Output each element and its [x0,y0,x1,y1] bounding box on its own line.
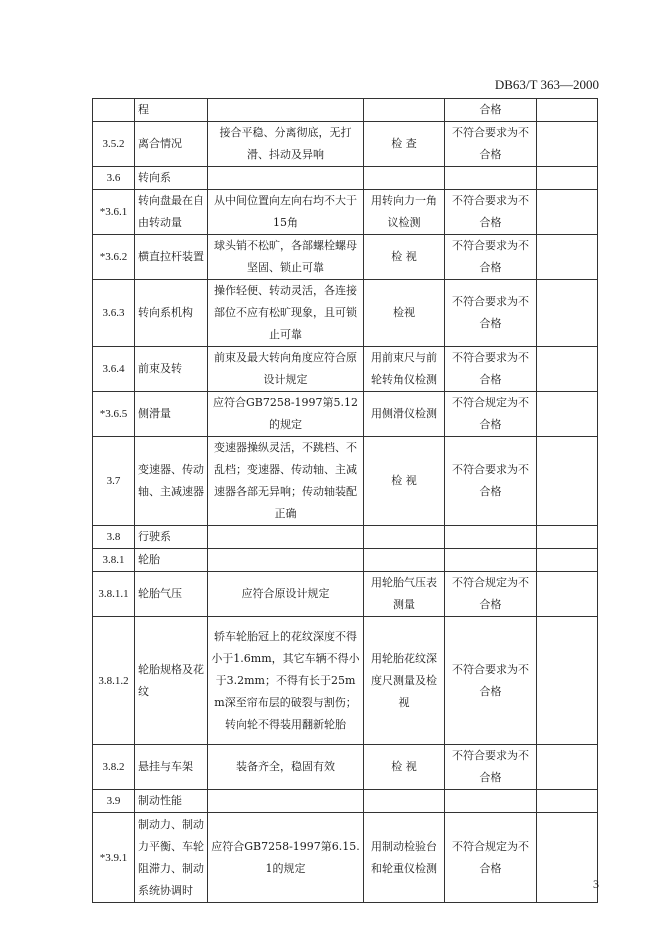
row-requirement: 应符合原设计规定 [208,572,364,617]
inspection-table [92,98,598,903]
row-number: 3.8.1.2 [93,617,135,745]
row-result: 不符合要求为不合格 [445,437,537,526]
row-number: 3.6 [93,167,135,190]
row-item: 转向系机构 [135,280,208,347]
row-item: 转向盘最在自由转动量 [135,190,208,235]
row-requirement [208,549,364,572]
table-row [93,347,598,392]
row-number: *3.6.2 [93,235,135,280]
row-number: 3.8 [93,526,135,549]
row-remark [537,392,598,437]
row-item: 转向系 [135,167,208,190]
row-item: 行驶系 [135,526,208,549]
row-number: 3.6.3 [93,280,135,347]
row-item: 变速器、传动轴、主减速器 [135,437,208,526]
table-row [93,99,598,122]
row-requirement: 应符合GB7258-1997第6.15.1的规定 [208,813,364,903]
row-result: 不符合要求为不合格 [445,122,537,167]
row-requirement: 应符合GB7258-1997第5.12的规定 [208,392,364,437]
row-requirement: 球头销不松旷，各部螺栓螺母坚固、锁止可靠 [208,235,364,280]
row-item: 制动力、制动力平衡、车轮阻滞力、制动系统协调时 [135,813,208,903]
row-item: 横直拉杆装置 [135,235,208,280]
row-number: 3.8.2 [93,745,135,790]
row-method: 检 视 [364,235,445,280]
row-method: 用转向力一角议检测 [364,190,445,235]
row-method: 检 查 [364,122,445,167]
row-item: 悬挂与车架 [135,745,208,790]
row-method: 检视 [364,280,445,347]
table-row [93,745,598,790]
row-method [364,167,445,190]
row-result: 不符合规定为不合格 [445,813,537,903]
row-requirement: 装备齐全，稳固有效 [208,745,364,790]
table-row [93,790,598,813]
row-requirement: 从中间位置向左向右均不大于15角 [208,190,364,235]
row-method [364,549,445,572]
row-result: 不符合要求为不合格 [445,190,537,235]
row-item: 轮胎气压 [135,572,208,617]
table-row [93,122,598,167]
row-remark [537,190,598,235]
row-result [445,167,537,190]
table-row [93,572,598,617]
row-item: 程 [135,99,208,122]
row-number: 3.8.1 [93,549,135,572]
row-remark [537,99,598,122]
row-result: 不符合要求为不合格 [445,347,537,392]
row-item: 轮胎 [135,549,208,572]
row-number: 3.6.4 [93,347,135,392]
row-requirement: 变速器操纵灵活，不跳档、不乱档；变速器、传动轴、主减速器各部无异响；传动轴装配正确 [208,437,364,526]
inspection-table-body [93,99,598,903]
row-remark [537,790,598,813]
row-remark [537,617,598,745]
row-requirement: 接合平稳、分离彻底，无打滑、抖动及异响 [208,122,364,167]
row-number: 3.8.1.1 [93,572,135,617]
row-remark [537,526,598,549]
row-number: 3.9 [93,790,135,813]
row-method: 检 视 [364,437,445,526]
row-requirement: 操作轻便、转动灵活，各连接部位不应有松旷现象，且可锁止可靠 [208,280,364,347]
row-remark [537,437,598,526]
row-result: 不符合要求为不合格 [445,617,537,745]
row-method [364,526,445,549]
row-result: 合格 [445,99,537,122]
row-method: 检 视 [364,745,445,790]
row-requirement: 轿车轮胎冠上的花纹深度不得小于1.6mm，其它车辆不得小于3.2mm；不得有长于25mm深至帘布层的破裂与割伤；转向轮不得装用翻新轮胎 [208,617,364,745]
table-row [93,167,598,190]
row-requirement: 前束及最大转向角度应符合原设计规定 [208,347,364,392]
row-remark [537,549,598,572]
row-requirement [208,790,364,813]
row-remark [537,122,598,167]
table-row [93,392,598,437]
row-result [445,526,537,549]
standard-code: DB63/T 363—2000 [494,77,599,92]
page-number: 3 [593,877,599,891]
row-method: 用轮胎花纹深度尺测量及检视 [364,617,445,745]
row-remark [537,572,598,617]
row-result: 不符合要求为不合格 [445,745,537,790]
row-requirement [208,99,364,122]
row-remark [537,347,598,392]
row-number: 3.7 [93,437,135,526]
row-item: 离合情况 [135,122,208,167]
row-method: 用制动检验台和轮重仪检测 [364,813,445,903]
row-method [364,99,445,122]
row-requirement [208,167,364,190]
row-result [445,549,537,572]
row-result: 不符合规定为不合格 [445,572,537,617]
row-item: 侧滑量 [135,392,208,437]
table-row [93,813,598,903]
row-number: 3.5.2 [93,122,135,167]
row-remark [537,235,598,280]
row-result: 不符合规定为不合格 [445,392,537,437]
row-method [364,790,445,813]
row-number: *3.6.1 [93,190,135,235]
row-remark [537,167,598,190]
table-row [93,549,598,572]
table-row [93,280,598,347]
row-remark [537,280,598,347]
row-number [93,99,135,122]
table-row [93,235,598,280]
row-result [445,790,537,813]
row-method: 用侧滑仪检测 [364,392,445,437]
row-method: 用前束尺与前轮转角仪检测 [364,347,445,392]
row-number: *3.6.5 [93,392,135,437]
row-remark [537,813,598,903]
row-requirement [208,526,364,549]
row-item: 轮胎规格及花纹 [135,617,208,745]
row-remark [537,745,598,790]
row-number: *3.9.1 [93,813,135,903]
table-row [93,617,598,745]
row-item: 制动性能 [135,790,208,813]
row-item: 前束及转 [135,347,208,392]
row-result: 不符合要求为不合格 [445,235,537,280]
row-method: 用轮胎气压表测量 [364,572,445,617]
table-row [93,190,598,235]
table-row [93,437,598,526]
row-result: 不符合要求为不合格 [445,280,537,347]
table-row [93,526,598,549]
